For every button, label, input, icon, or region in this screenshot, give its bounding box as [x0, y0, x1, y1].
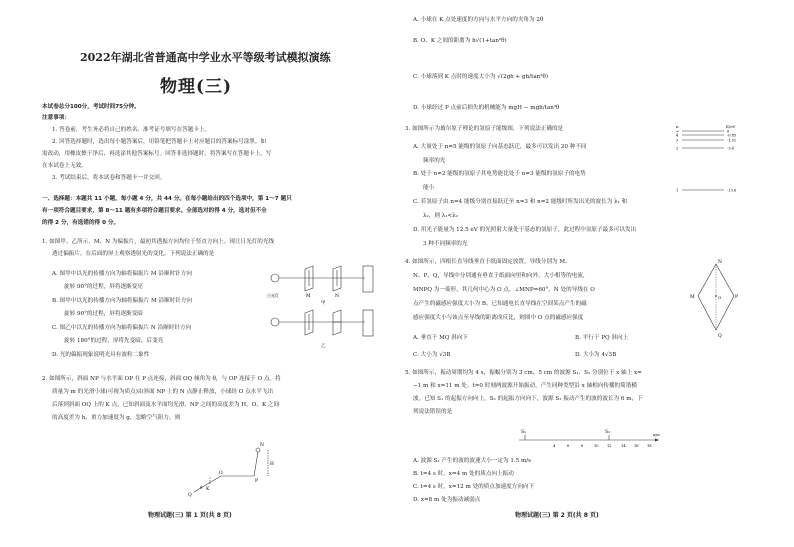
q2-option-a: A. 小球在 K 点处速度的方向与水平方向的夹角为 2θ [413, 17, 544, 23]
q-label: Q [718, 334, 722, 339]
notice-title: 注意事项： [42, 115, 70, 121]
center-point [715, 295, 717, 297]
notice-line: 需改动，用橡皮擦干净后，再选涂其他答案标号。回答非选择题时，将答案写在答题卡上，写 [42, 151, 272, 157]
q-point-label: Q [188, 493, 192, 498]
section-instruction: 的得 2 分，有选错的得 0 分。 [42, 220, 120, 226]
q5-option-a: A. 波源 S₂ 产生的波的波速大小一定为 1.5 m/s [413, 458, 532, 464]
question-3-stem: 3. 如图所示为玻尔原子理论的氢原子能级图，下列说法正确的是 [405, 126, 564, 132]
question-4-stem: 点产生的磁感应强度大小为 B。已知通电长直导线在空间某点产生的磁 [413, 301, 587, 307]
notice-line: 在本试卷上无效。 [42, 163, 87, 169]
q3-option-a: A. 大量处于 n=5 能级的氢原子向基态跃迁，最多可以发出 20 种不同 [413, 144, 587, 150]
question-2-stem: 质量为 m 的光滑小球(可视为质点)由斜面 NP 上的 N 点静止释放，小球经 O 点水平飞出 [52, 389, 274, 395]
q3-option-b-cont: 能小 [423, 185, 435, 191]
k-point-label: K [206, 487, 210, 492]
s1-label: S₁ [521, 430, 526, 435]
axis-unit: x/m [653, 433, 660, 437]
question-5-stem: 波。已知 S₁ 的起振方向向上，S₂ 的起振方向向下，波源 S₁ 振动产生的波的波长为 6 m，下 [413, 396, 643, 402]
axis-tick: 8 [581, 444, 584, 448]
polarizer-diagram-jia [271, 266, 373, 292]
question-4-stem: N、P、Q，导线中分别通有垂直于纸面向里和向外、大小相等的电流， [413, 273, 589, 279]
q4-option-d: D. 大小为 4√3B [575, 352, 617, 358]
polarizer-figure [265, 266, 380, 350]
notice-line: 3. 考试结束后，将本试卷和答题卡一并交回。 [52, 175, 166, 181]
q5-option-d: D. x=8 m 处为振动减弱点 [413, 497, 481, 503]
question-5-stem: 列说法错误的是 [413, 409, 453, 415]
level-e: -13.6 [727, 188, 737, 193]
exam-title: 2022年湖北省普通高中学业水平等级考试模拟演练 [80, 51, 331, 64]
q2-option-d: D. 小球经过 P 点前后损失的机械能为 mgH − mgh/tan²θ [413, 105, 560, 111]
p-label: P [735, 295, 739, 300]
level-e: -3.4 [727, 146, 734, 151]
q4-option-a: A. 垂直于 MQ 斜向下 [413, 335, 469, 341]
axis-tick: 10 [594, 444, 599, 448]
q1-option-c: C. 图乙中以光的传播方向为轴将偏振片 N 沿顺时针方向 [52, 325, 192, 331]
polarizer-diagram-yi [271, 310, 373, 336]
axis-tick: 14 [621, 444, 626, 448]
subject-title: 物理(三) [160, 77, 233, 97]
q1-option-a: A. 图甲中以光的传播方向为轴将偏振片 M 沿顺时针方向 [52, 271, 192, 277]
q2-option-b: B. O、K 之间的距离为 h√(1+tan²θ) [413, 38, 507, 44]
question-2-stem: 2. 如图所示，斜面 NP 与水平面 OP 在 P 点连接，斜面 OQ 倾角为 θ，与 OP 连接于 O 点。将 [42, 376, 281, 382]
theta-label: θ [200, 485, 203, 490]
page-footer: 物理试题(三) 第 1 页(共 8 页) [148, 512, 232, 519]
question-5-stem: −1 m 和 x=11 m 处。t=0 时刻两波源开始振动，产生同种类型沿 x 轴相向传播的简谐横 [413, 383, 637, 389]
axis-tick: 16 [634, 444, 639, 448]
q1-option-d: D. 光的偏振现象说明光具有波粒二象性 [52, 352, 150, 358]
question-2-stem: 的高度差为 h，重力加速度为 g，忽略空气阻力，则 [52, 415, 181, 421]
q1-option-b-cont: 旋转 90°的过程，屏将逐渐变暗 [64, 311, 143, 317]
q4-option-c: C. 大小为 √3B [413, 352, 451, 358]
q3-option-c-cont: λ₂，则 λ₁<λ₂ [423, 213, 459, 219]
level-n: 1 [676, 188, 679, 193]
question-4-stem: MNPQ 为一菱形，其几何中心为 O 点，∠MNP=60°。N 处的导线在 O [413, 287, 595, 293]
question-4-stem: 感应强度大小与该点至导线的距离成反比，则图中 O 点的磁感应强度 [413, 315, 584, 321]
question-5-stem: 5. 如图所示，振动周期均为 4 s，振幅分别为 3 cm、5 cm 的波源 S₁、S₂ 分别位于 x 轴上 x= [405, 370, 642, 376]
q3-option-b: B. 处于 n=2 能级的氢原子其电势能比处于 n=3 能级的氢原子的电势 [413, 171, 586, 177]
q1-option-a-cont: 旋转 90°的过程，屏将逐渐变亮 [64, 284, 143, 290]
energy-level-diagram [674, 122, 746, 194]
h-label: H [270, 462, 274, 467]
q5-option-c: C. t=4 s 时，x=12 m 处的质点加速度方向向下 [413, 484, 535, 490]
axis-tick: 18 [647, 444, 652, 448]
axis-tick: 12 [607, 444, 612, 448]
n-label: N [718, 260, 722, 265]
wave-axis-figure [515, 426, 665, 450]
yi-label: 乙 [321, 344, 326, 349]
lamp-label: 日光灯 [267, 293, 279, 298]
n-label: N [335, 294, 339, 299]
q1-option-c-cont: 旋转 180°的过程，屏将先变暗，后变亮 [64, 338, 164, 344]
level-n: 3 [676, 138, 679, 143]
notice-line: 1. 答卷前，考生务必将自己的姓名、准考证号填写在答题卡上。 [52, 127, 211, 133]
energy-e-header: E/eV [726, 124, 736, 129]
incline-figure [188, 438, 278, 496]
notice-line: 2. 回答选择题时，选出每小题答案后，用铅笔把答题卡上对应题目的答案标号涂黑。如 [52, 139, 267, 145]
question-1-stem: 透过偏振片，在后面的屏上观察透射光的变化。下列说法正确的是 [52, 251, 215, 257]
incline-np [254, 452, 258, 476]
o-point-label: O [219, 471, 223, 476]
page-footer: 物理试题(三) 第 2 页(共 8 页) [515, 512, 599, 519]
o-label: O [718, 295, 722, 300]
energy-n-header: n [676, 124, 679, 129]
question-1-stem: 1. 如图甲、乙所示，M、N 为偏振片，最初其透振方向均位于竖直方向上。现让日光灯的光线 [42, 239, 275, 245]
q3-option-a-cont: 频率的光 [423, 158, 446, 164]
level-n: 2 [676, 146, 679, 151]
level-e: 0 [727, 129, 730, 134]
axis-tick: 4 [553, 444, 556, 448]
q2-option-c: C. 小球落到 K 点时的速度大小为 √(2gh + gh/tan²θ) [413, 74, 549, 80]
question-2-stem: 后落到斜面 OQ 上的 K 点。已知斜面及水平面均光滑，NP 之间的高度差为 H，O、K 之间 [52, 402, 280, 408]
section-instruction: 一、选择题：本题共 11 小题，每小题 4 分，共 44 分。在每小题给出的四个选项中，第 1～7 题只 [42, 196, 292, 202]
level-n: ∞ [676, 129, 679, 134]
axis-tick: 6 [567, 444, 570, 448]
rhombus-figure [690, 258, 740, 339]
jia-label: 甲 [321, 301, 326, 306]
q5-option-b: B. t=4 s 时，x=4 m 处的质点向上振动 [413, 471, 514, 477]
level-e: -1.51 [727, 138, 737, 143]
exam-meta: 本试卷总分100分，考试时间75分钟。 [42, 104, 140, 110]
page-2 [397, 0, 794, 547]
q3-option-c: C. 若氢原子由 n=4 能级分别直接跃迁至 n=3 和 n=2 能级时所发出光的波长为 λ₁ 和 [413, 199, 628, 205]
p-point-label: P [255, 479, 259, 484]
m-label: M [306, 294, 311, 299]
level-e: -0.85 [727, 133, 737, 138]
n-point-label: N [260, 443, 264, 448]
m-label: M [690, 295, 695, 300]
q1-option-b: B. 图甲中以光的传播方向为轴将偏振片 M 沿顺时针方向 [52, 298, 193, 304]
s2-label: S₂ [605, 430, 610, 435]
section-instruction: 有一项符合题目要求，第 8～11 题有多项符合题目要求。全部选对的得 4 分，选对但不全 [42, 208, 267, 214]
level-n: 4 [676, 133, 679, 138]
q4-option-b: B. 平行于 PQ 斜向上 [575, 335, 629, 341]
q3-option-d: D. 用光子能量为 12.5 eV 的光照射大量处于基态的氢原子，此过程中氢原子最多可以发出 [413, 227, 637, 233]
q3-option-d-cont: 3 种不同频率的光 [423, 241, 468, 247]
ball [256, 448, 260, 452]
question-4-stem: 4. 如图所示，四根长直导线垂直于纸面固定放置，导线分别为 M、 [405, 259, 571, 265]
